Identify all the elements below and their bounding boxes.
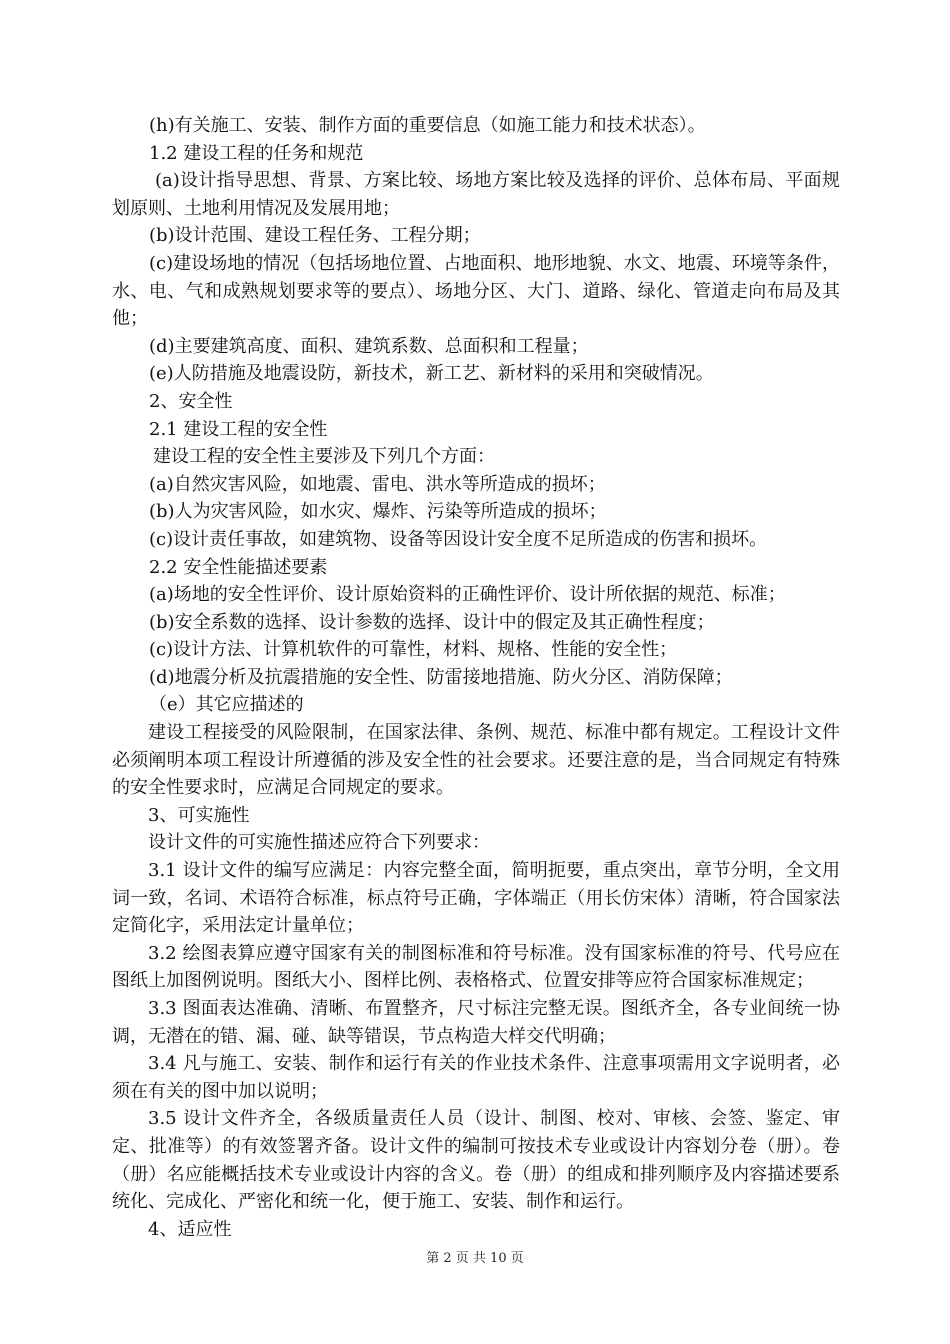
- page-footer: 第 2 页 共 10 页: [426, 1251, 524, 1266]
- paragraph-e-other: （e）其它应描述的: [149, 694, 304, 716]
- paragraph-c-site-conditions: (c)建设场地的情况（包括场地位置、占地面积、地形地貌、水文、地震、环境等条件，水、电、气和成熟规划要求等的要点）、场地分区、大门、道路、绿化、管道走向布局及其他；: [112, 252, 840, 330]
- paragraph-e-civil-defense: (e)人防措施及地震设防，新技术，新工艺、新材料的采用和突破情况。: [149, 363, 714, 385]
- paragraph-safety-intro: 建设工程的安全性主要涉及下列几个方面：: [153, 446, 495, 468]
- paragraph-a-natural-disaster: (a)自然灾害风险，如地震、雷电、洪水等所造成的损坏；: [149, 473, 606, 495]
- paragraph-b-design-scope: (b)设计范围、建设工程任务、工程分期；: [149, 225, 481, 247]
- paragraph-risk-limits: 建设工程接受的风险限制，在国家法律、条例、规范、标准中都有规定。工程设计文件必须阐明本项工程设计所遵循的涉及安全性的社会要求。还要注意的是，当合同规定有特殊的安全性要求时，应满足合同规定的要求。: [112, 722, 840, 799]
- paragraph-c-design-liability: (c)设计责任事故，如建筑物、设备等因设计安全度不足所造成的伤害和损坏。: [149, 528, 768, 550]
- paragraph-3-2: 3.2 绘图表算应遵守国家有关的制图标准和符号标准。没有国家标准的符号、代号应在图纸上加图例说明。图纸大小、图样比例、表格格式、位置安排等应符合国家标准规定；: [112, 942, 840, 992]
- section-heading-3: 3、可实施性: [148, 804, 250, 826]
- section-heading-2-2: 2.2 安全性能描述要素: [149, 556, 328, 578]
- paragraph-d-seismic-analysis: (d)地震分析及抗震措施的安全性、防雷接地措施、防火分区、消防保障；: [149, 666, 733, 688]
- paragraph-3-1: 3.1 设计文件的编写应满足：内容完整全面，简明扼要，重点突出，章节分明，全文用词一致，名词、术语符合标准，标点符号正确，字体端正（用长仿宋体）清晰，符合国家法定简化字，采用法定计量单位；: [112, 860, 840, 937]
- paragraph-h-construction-info: (h)有关施工、安装、制作方面的重要信息（如施工能力和技术状态）。: [149, 115, 706, 136]
- paragraph-feasibility-intro: 设计文件的可实施性描述应符合下列要求：: [148, 832, 490, 854]
- section-heading-2-1: 2.1 建设工程的安全性: [149, 418, 328, 440]
- section-heading-1-2: 1.2 建设工程的任务和规范: [149, 142, 364, 164]
- paragraph-b-man-made-disaster: (b)人为灾害风险，如水灾、爆炸、污染等所造成的损坏；: [149, 501, 607, 523]
- paragraph-c-design-method: (c)设计方法、计算机软件的可靠性，材料、规格、性能的安全性；: [149, 639, 678, 661]
- paragraph-a-site-safety: (a)场地的安全性评价、设计原始资料的正确性评价、设计所依据的规范、标准；: [149, 584, 786, 606]
- paragraph-3-5: 3.5 设计文件齐全，各级质量责任人员（设计、制图、校对、审核、会签、鉴定、审定、批准等）的有效签署齐备。设计文件的编制可按技术专业或设计内容划分卷（册）。卷（册）名应能概括技术专业或设计内容的含义。卷（册）的组成和排列顺序及内容描述要系统化、完成化、严密化和统一化，便于施工、安装、制作和运行。: [112, 1108, 840, 1213]
- document-body: [112, 112, 840, 1243]
- paragraph-3-4: 3.4 凡与施工、安装、制作和运行有关的作业技术条件、注意事项需用文字说明者，必须在有关的图中加以说明；: [112, 1053, 840, 1102]
- section-heading-4: 4、适应性: [148, 1218, 232, 1240]
- paragraph-3-3: 3.3 图面表达准确、清晰、布置整齐，尺寸标注完整无误。图纸齐全，各专业间统一协调，无潜在的错、漏、碰、缺等错误，节点构造大样交代明确；: [112, 998, 840, 1047]
- paragraph-b-safety-factor: (b)安全系数的选择、设计参数的选择、设计中的假定及其正确性程度；: [149, 611, 715, 633]
- paragraph-d-building-height: (d)主要建筑高度、面积、建筑系数、总面积和工程量；: [149, 335, 589, 357]
- paragraph-a-design-guidance: (a)设计指导思想、背景、方案比较、场地方案比较及选择的评价、总体布局、平面规划原则、土地利用情况及发展用地；: [112, 170, 840, 219]
- section-heading-2: 2、安全性: [149, 390, 233, 412]
